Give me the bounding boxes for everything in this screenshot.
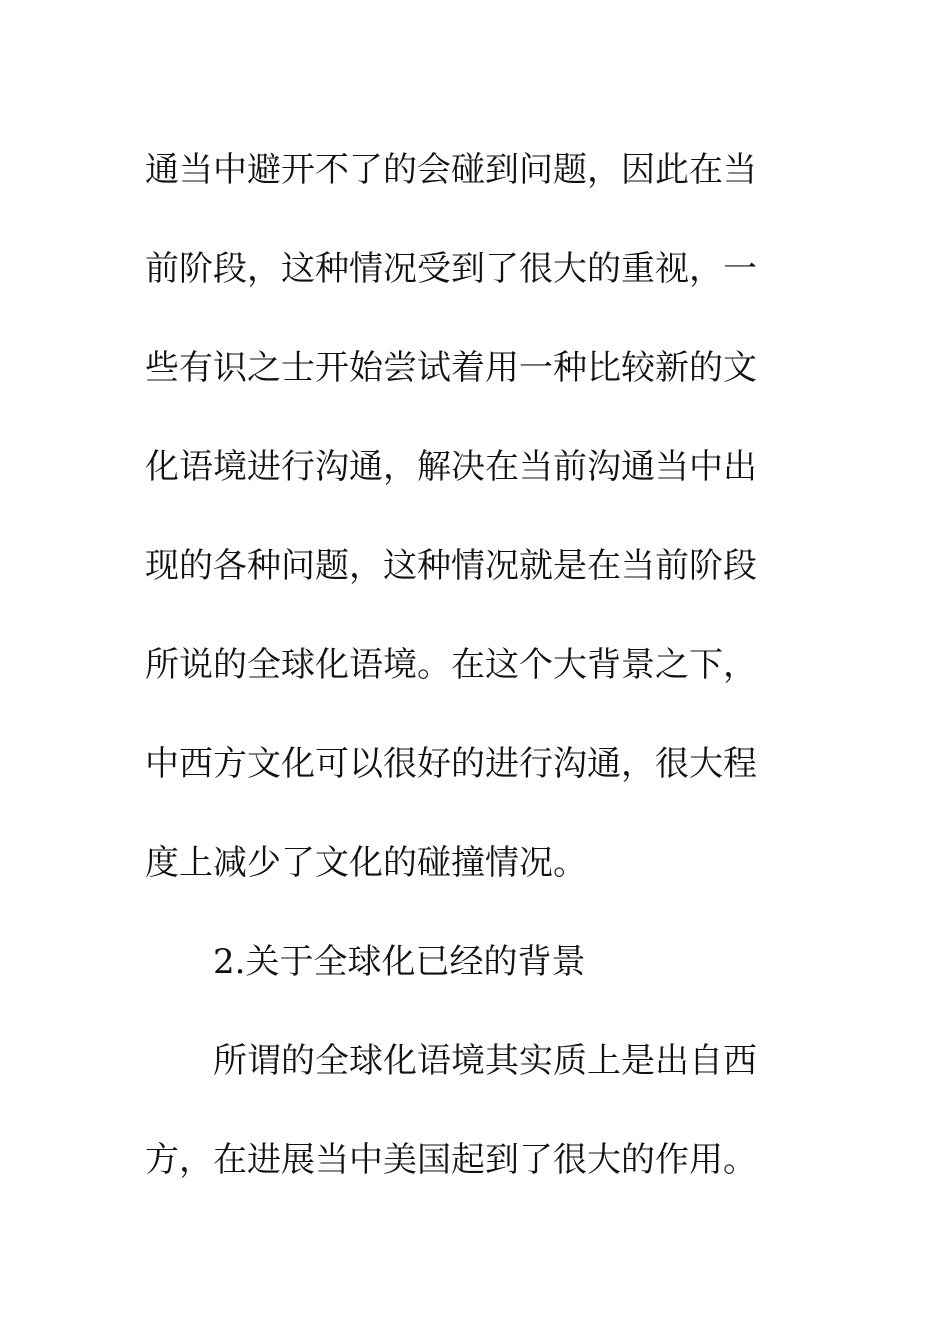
paragraph-line: 所谓的全球化语境其实质上是出自西 [213, 1041, 757, 1081]
body-text [145, 121, 785, 1210]
paragraph-line: 前阶段，这种情况受到了很大的重视，一 [145, 249, 757, 289]
paragraph-line: 通当中避开不了的会碰到问题，因此在当 [145, 150, 757, 190]
paragraph-line: 现的各种问题，这种情况就是在当前阶段 [145, 546, 757, 586]
paragraph-line: 度上减少了文化的碰撞情况。 [145, 843, 587, 883]
paragraph-line: 中西方文化可以很好的进行沟通，很大程 [145, 744, 757, 784]
section-heading: 2.关于全球化已经的背景 [213, 942, 586, 982]
paragraph-line: 些有识之士开始尝试着用一种比较新的文 [145, 348, 757, 388]
paragraph-line: 化语境进行沟通，解决在当前沟通当中出 [145, 447, 757, 487]
paragraph-line: 方，在进展当中美国起到了很大的作用。 [145, 1140, 757, 1180]
paragraph-line: 所说的全球化语境。在这个大背景之下， [145, 645, 757, 685]
